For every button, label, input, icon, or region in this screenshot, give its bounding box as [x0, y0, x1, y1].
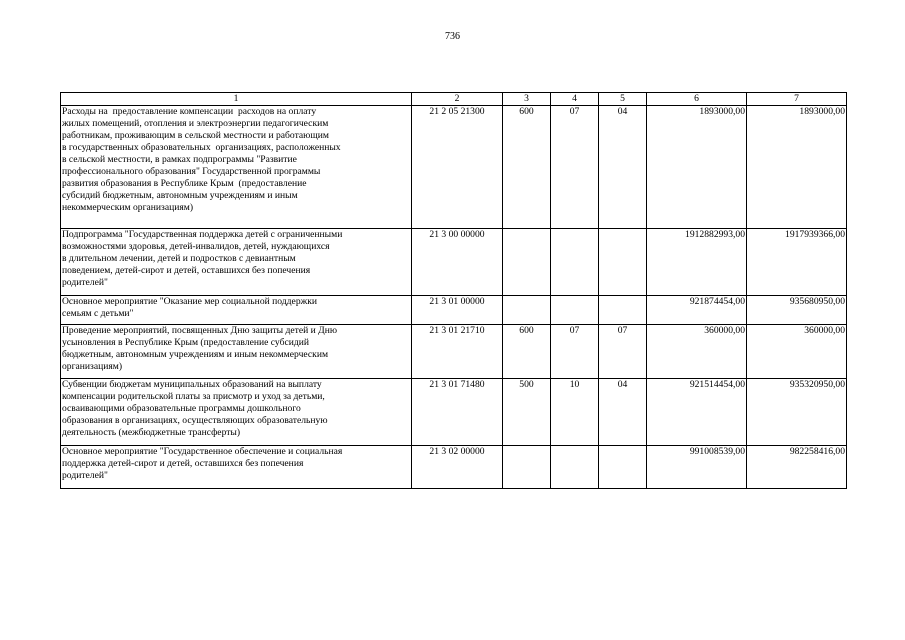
row-sum2: 935680950,00	[747, 296, 847, 325]
row-code: 21 2 05 21300	[412, 106, 503, 229]
row-rz: 07	[551, 106, 599, 229]
row-name: Подпрограмма "Государственная поддержка детей с ограниченными возможностями здоровья, детей-инвалидов, детей, нуждающихся в длительном лечении, детей и подростков с девиантным поведением, детей-сирот и детей, оставшихся без попечения родителей"	[61, 229, 412, 296]
row-pr: 07	[599, 325, 647, 379]
page-number: 736	[445, 31, 460, 42]
row-sum2: 1917939366,00	[747, 229, 847, 296]
row-sum2: 982258416,00	[747, 446, 847, 489]
header-cell-pr: 5	[599, 93, 647, 106]
row-vr: 600	[503, 106, 551, 229]
table-row	[61, 296, 847, 325]
row-pr: 04	[599, 379, 647, 446]
row-code: 21 3 01 00000	[412, 296, 503, 325]
table-row	[61, 325, 847, 379]
row-name: Основное мероприятие "Оказание мер социальной поддержки семьям с детьми"	[61, 296, 412, 325]
row-pr	[599, 229, 647, 296]
header-cell-sum2: 7	[747, 93, 847, 106]
row-name: Субвенции бюджетам муниципальных образований на выплату компенсации родительской платы за присмотр и уход за детьми, осваивающими образовательные программы дошкольного образования в организациях, осуществляющих образовательную деятельность (межбюджетные трансферты)	[61, 379, 412, 446]
row-pr	[599, 446, 647, 489]
row-code: 21 3 01 21710	[412, 325, 503, 379]
row-rz: 07	[551, 325, 599, 379]
row-rz	[551, 296, 599, 325]
row-name: Расходы на предоставление компенсации расходов на оплату жилых помещений, отопления и электроэнергии педагогическим работникам, проживающим в сельской местности и работающим в государственных образовательных организациях, расположенных в сельской местности, в рамках подпрограммы "Развитие профессионального образования" Государственной программы развития образования в Республике Крым (предоставление субсидий бюджетным, автономным учреждениям и иным некоммерческим организациям)	[61, 106, 412, 229]
row-sum1: 991008539,00	[647, 446, 747, 489]
row-vr	[503, 296, 551, 325]
row-pr	[599, 296, 647, 325]
table-row	[61, 379, 847, 446]
row-code: 21 3 02 00000	[412, 446, 503, 489]
header-row	[61, 93, 847, 106]
row-vr: 600	[503, 325, 551, 379]
row-pr: 04	[599, 106, 647, 229]
header-cell-sum1: 6	[647, 93, 747, 106]
row-code: 21 3 01 71480	[412, 379, 503, 446]
row-sum1: 360000,00	[647, 325, 747, 379]
row-sum1: 921514454,00	[647, 379, 747, 446]
budget-table	[60, 92, 847, 489]
row-code: 21 3 00 00000	[412, 229, 503, 296]
table-row	[61, 106, 847, 229]
row-rz	[551, 229, 599, 296]
header-cell-name: 1	[61, 93, 412, 106]
table-row	[61, 229, 847, 296]
row-sum2: 935320950,00	[747, 379, 847, 446]
header-cell-rz: 4	[551, 93, 599, 106]
header-cell-code: 2	[412, 93, 503, 106]
row-vr	[503, 446, 551, 489]
row-rz	[551, 446, 599, 489]
row-sum1: 1893000,00	[647, 106, 747, 229]
table-row	[61, 446, 847, 489]
row-name: Проведение мероприятий, посвященных Дню защиты детей и Дню усыновления в Республике Крым (предоставление субсидий бюджетным, автономным учреждениям и иным некоммерческим организациям)	[61, 325, 412, 379]
row-name: Основное мероприятие "Государственное обеспечение и социальная поддержка детей-сирот и детей, оставшихся без попечения родителей"	[61, 446, 412, 489]
row-vr: 500	[503, 379, 551, 446]
row-rz: 10	[551, 379, 599, 446]
row-sum2: 360000,00	[747, 325, 847, 379]
row-sum2: 1893000,00	[747, 106, 847, 229]
row-vr	[503, 229, 551, 296]
row-sum1: 921874454,00	[647, 296, 747, 325]
header-cell-vr: 3	[503, 93, 551, 106]
row-sum1: 1912882993,00	[647, 229, 747, 296]
